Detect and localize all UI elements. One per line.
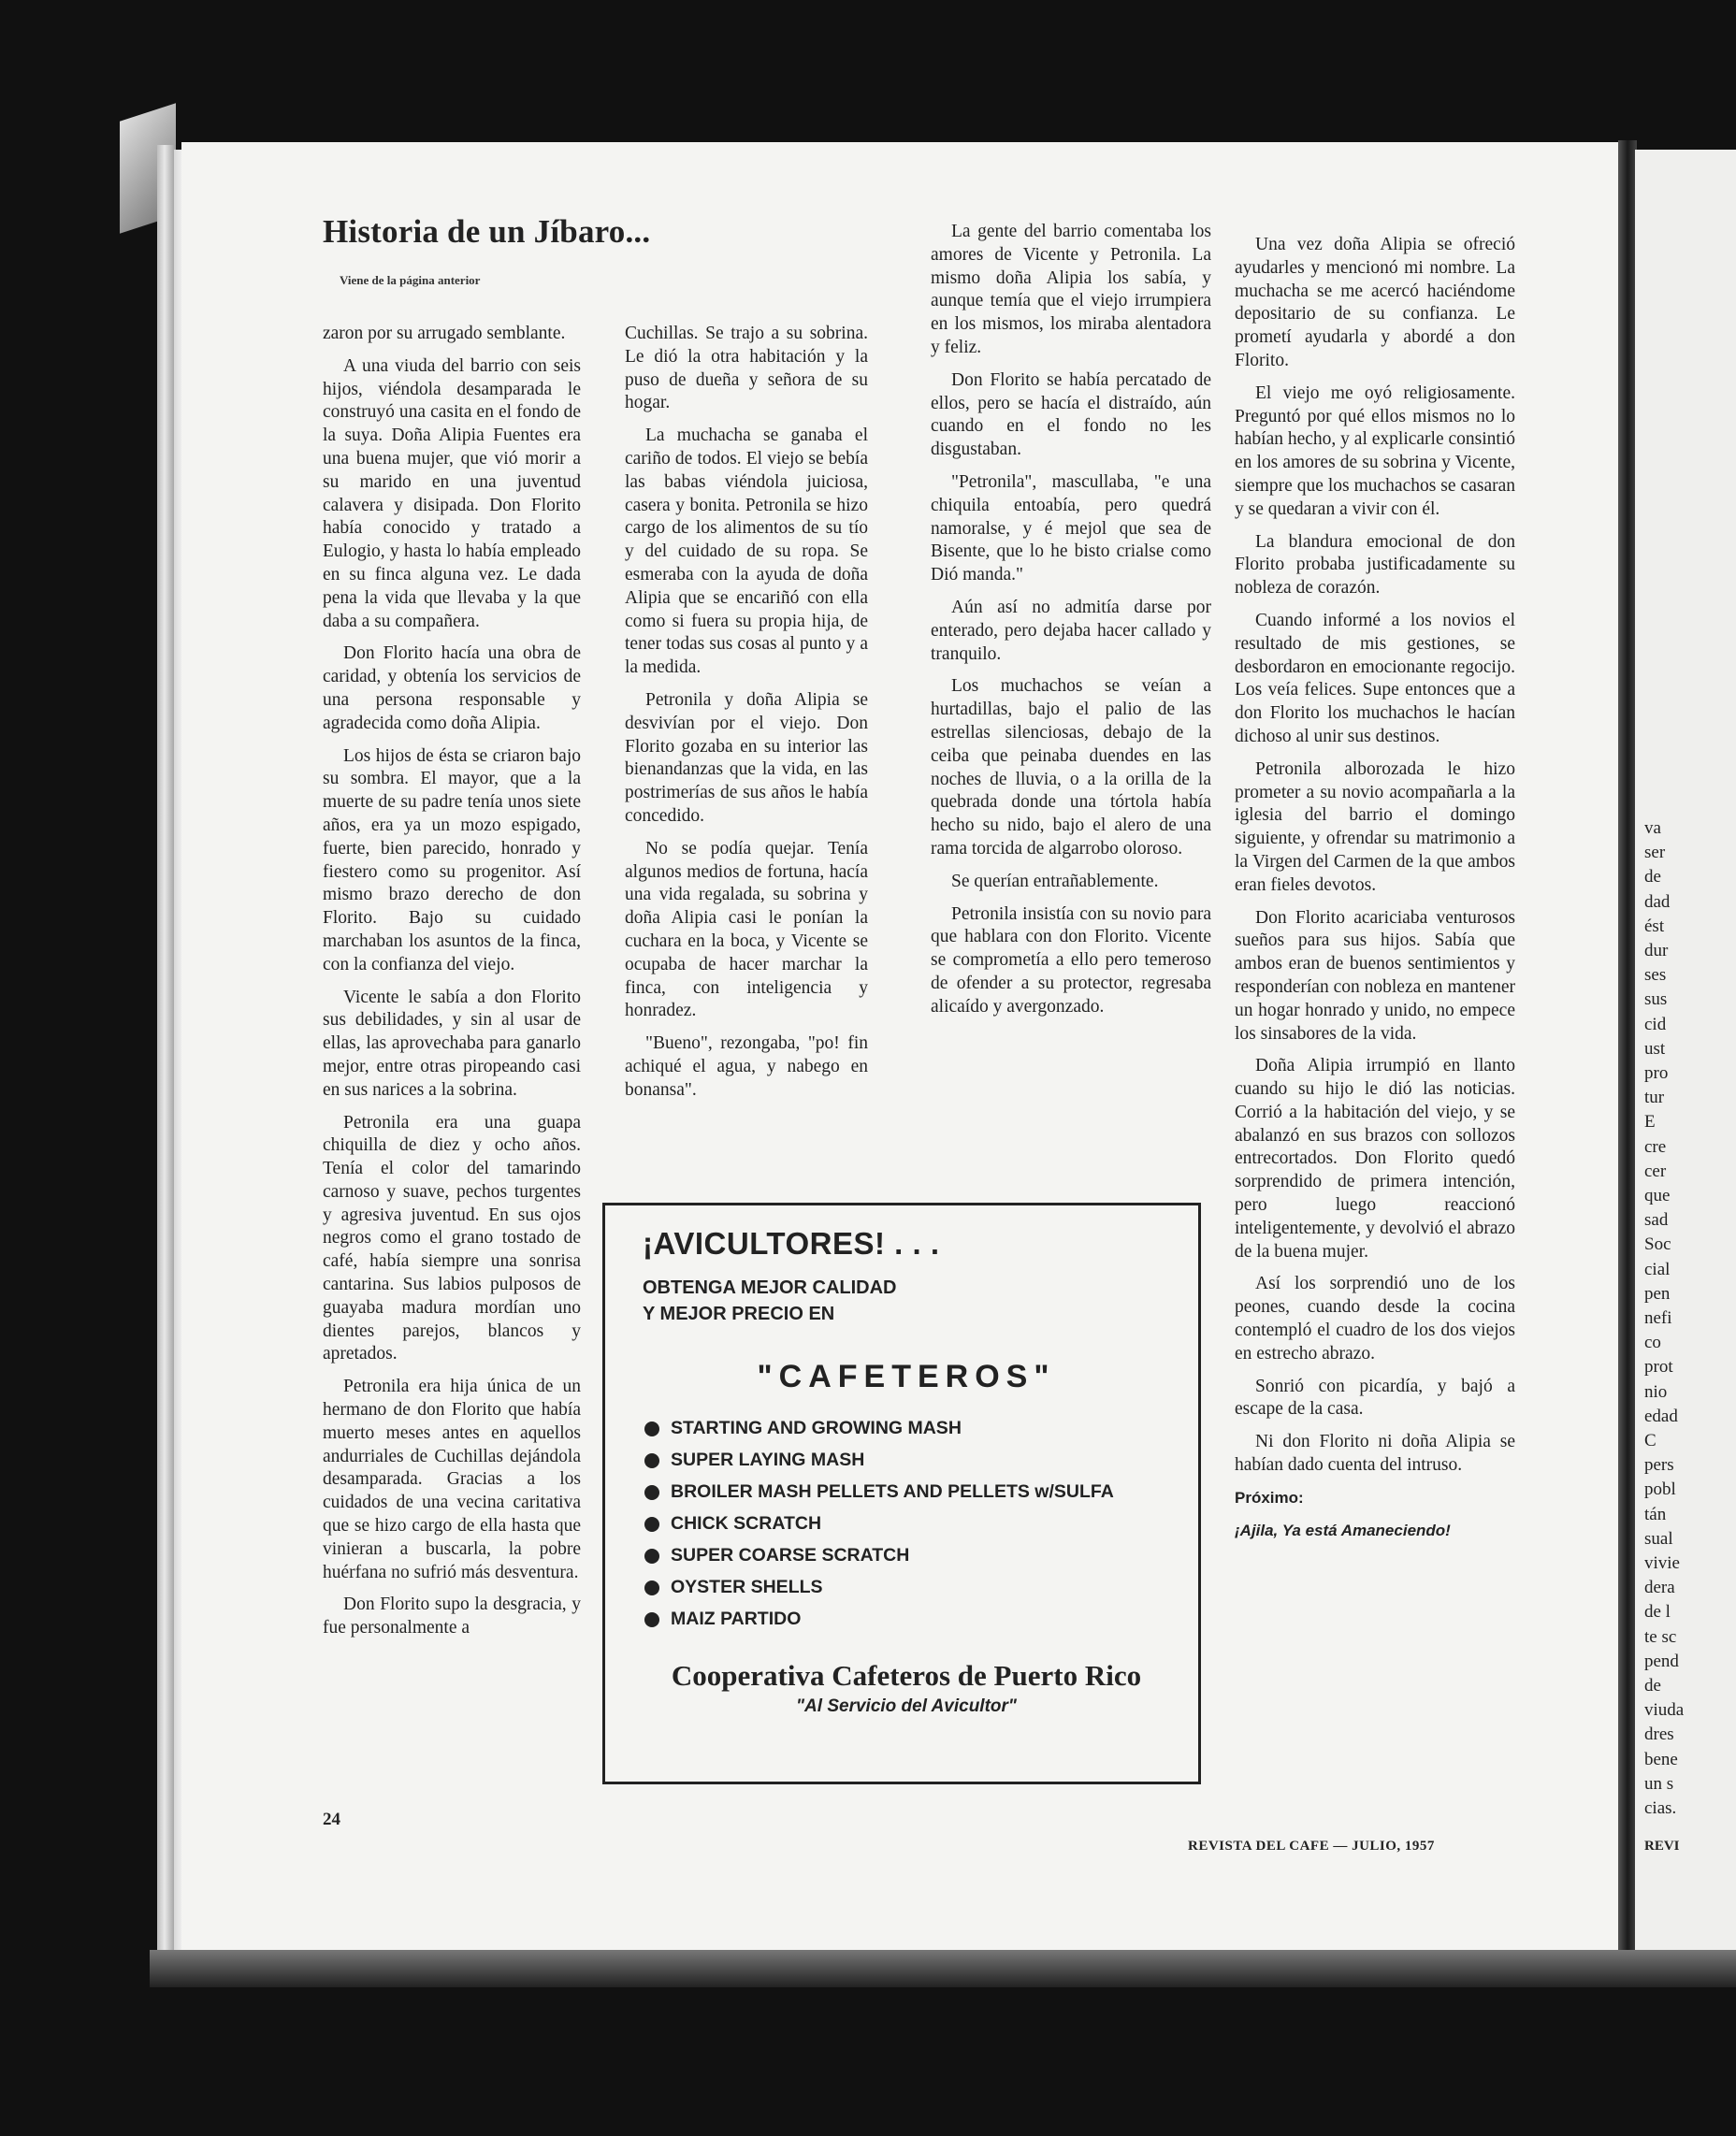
adjacent-page-text-fragment: pro [1644,1063,1669,1083]
page-edge-stack [157,145,176,1950]
adjacent-page-text-fragment: ses [1644,965,1667,986]
paragraph: A una viuda del barrio con seis hijos, viéndola desamparada le construyó una casita en el fondo de la suya. Doña Alipia Fuentes era una buena mujer, que vió morir a su marido en una juventud calavera y disipada. Don Florito había conocido y tratado a Eulogio, y hasta lo había empleado en su finca alguna vez. Le dada pena la vida que llevaba y la que daba a su compañera. [323,355,581,631]
adjacent-page-text-fragment: que [1644,1186,1671,1205]
advertisement-box [602,1203,1201,1784]
adjacent-page [1635,150,1736,1955]
adjacent-page-text-fragment: de [1644,867,1661,888]
ad-subline [643,1275,1170,1327]
ad-subline-1: OBTENGA MEJOR CALIDAD [643,1277,897,1298]
text-column-4 [1235,234,1515,1551]
adjacent-page-text-fragment: dera [1644,1578,1675,1598]
paragraph: Don Florito supo la desgracia, y fue personalmente a [323,1595,581,1638]
adjacent-page-text-fragment: Soc [1644,1234,1671,1255]
adjacent-page-text-fragment: nefi [1644,1308,1672,1328]
paragraph: Doña Alipia irrumpió en llanto cuando su hijo le dió las noticias. Corrió a la habitación del viejo, y se abalanzó en sus brazos con sollozos entrecortados. Don Florito quedó sorprendido de primera intención, pero luego reaccionó inteligentemente, y devolvió el abrazo de la buena mujer. [1235,1056,1515,1262]
adjacent-page-footer: REVI [1644,1839,1680,1854]
paragraph: Se querían entrañablemente. [951,871,1159,891]
adjacent-page-text-fragment: ust [1644,1038,1666,1059]
paragraph: Don Florito acariciaba venturosos sueños para sus hijos. Sabía que ambos eran de buenos sentimientos y responderían con nobleza en mantener un hogar honrado y unido, no empece los sinsabores de la vida. [1235,907,1515,1044]
adjacent-page-text-fragment: viuda [1644,1700,1685,1721]
paragraph: Ni don Florito ni doña Alipia se habían dado cuenta del intruso. [1235,1432,1515,1476]
adjacent-page-text-fragment: cer [1644,1161,1667,1181]
ad-slogan: "Al Servicio del Avicultor" [796,1696,1017,1716]
ad-headline: ¡AVICULTORES! . . . [643,1226,940,1261]
paragraph: Vicente le sabía a don Florito sus debilidades, y sin al usar de ellas, las aprovechaba para ganarlo mejor, entre otras piropeando casi en sus narices a la sobrina. [323,987,581,1100]
ad-subline-2: Y MEJOR PRECIO EN [643,1304,835,1324]
ad-product-item: MAIZ PARTIDO [643,1607,1170,1631]
adjacent-page-text-fragment: C [1644,1431,1656,1450]
paragraph: Petronila insistía con su novio para que hablara con don Florito. Vicente se comprometía a ello pero temeroso de ofender a su protector, regresaba alicaído y avergonzado. [931,903,1211,1017]
adjacent-page-text-fragment: pen [1644,1283,1671,1304]
ad-product-item: SUPER LAYING MASH [643,1448,1170,1472]
adjacent-page-text-fragment: un s [1644,1773,1674,1794]
text-column-2 [625,323,868,1112]
magazine-footer: REVISTA DEL CAFE — JULIO, 1957 [1188,1839,1435,1854]
adjacent-page-text-fragment: cid [1644,1014,1667,1034]
adjacent-page-text-fragment: edad [1644,1406,1678,1426]
adjacent-page-text-fragment: cias. [1644,1798,1677,1818]
scan-background-bottom [150,1950,1736,1987]
adjacent-page-text-fragment: de [1644,1676,1661,1696]
adjacent-page-text-fragment: ser [1644,843,1666,863]
adjacent-page-text-fragment: sus [1644,989,1668,1010]
adjacent-page-text-fragment: sual [1644,1528,1673,1549]
ad-product-item: SUPER COARSE SCRATCH [643,1543,1170,1567]
paragraph: "Bueno", rezongaba, "po! fin achiqué el agua, y nabego en bonansa". [625,1033,868,1100]
paragraph: Cuando informé a los novios el resultado de mis gestiones, se desbordaron en emocionante regocijo. Los veía felices. Supe entonces que a don Florito los muchachos le hacían dichoso al unir sus destinos. [1235,610,1515,746]
adjacent-page-text-fragment: cre [1644,1136,1667,1157]
paragraph: La blandura emocional de don Florito probaba justificadamente su nobleza de corazón. [1235,531,1515,599]
adjacent-page-text-fragment: te sc [1644,1626,1677,1647]
paragraph: Don Florito hacía una obra de caridad, y obtenía los servicios de una persona responsable y agradecida como doña Alipia. [323,643,581,733]
ad-product-item: CHICK SCRATCH [643,1511,1170,1536]
paragraph: Petronila alborozada le hizo prometer a su novio acompañarla a la iglesia del barrio el domingo siguiente, y ofrendar su matrimonio a la Virgen del Carmen de la que ambos eran fieles devotos. [1235,758,1515,895]
adjacent-page-text-fragment: de l [1644,1602,1671,1623]
paragraph: Don Florito se había percatado de ellos, pero se hacía el distraído, aún cuando en el fondo no les disgustaban. [931,369,1211,460]
text-column-1 [323,323,581,1650]
adjacent-page-text-fragment: prot [1644,1357,1673,1378]
ad-brand: "CAFETEROS" [757,1359,1056,1394]
adjacent-page-text-fragment: dad [1644,891,1671,912]
ad-product-item: STARTING AND GROWING MASH [643,1416,1170,1440]
binding-gutter [1618,140,1637,1955]
ad-product-item: OYSTER SHELLS [643,1575,1170,1599]
paragraph: Petronila era una guapa chiquilla de diez y ocho años. Tenía el color del tamarindo carnoso y suave, pechos turgentes y agresiva juventud. En sus ojos negros como el grano tostado de café, había siempre una sonrisa cantarina. Sus labios pulposos de guayaba madura mordían uno dientes parejos, blancos y apretados. [323,1112,581,1364]
paragraph: "Petronila", mascullaba, "e una chiquila entoabía, pero quedrá namoralse, y é mejol que sea de Bisente, que lo he bisto crialse como Dió manda." [931,471,1211,585]
adjacent-page-text-fragment: E [1644,1112,1656,1133]
adjacent-page-text-fragment: vivie [1644,1553,1680,1573]
paragraph: Los muchachos se veían a hurtadillas, bajo el palio de las estrellas silenciosas, debajo de la ceiba que peinaba duendes en las noches de lluvia, o a la orilla de la quebrada donde una tórtola había hecho su nido, bajo el alero de una rama torcida de algarrobo oloroso. [931,676,1211,859]
article-title: Historia de un Jíbaro... [323,213,651,250]
adjacent-page-text-fragment: dur [1644,941,1669,960]
paragraph: Cuchillas. Se trajo a su sobrina. Le dió la otra habitación y la puso de dueña y señora de su hogar. [625,324,868,413]
adjacent-page-text-fragment: pend [1644,1651,1679,1671]
next-article-title: ¡Ajila, Ya está Amaneciendo! [1235,1521,1451,1539]
paragraph: Petronila y doña Alipia se desvivían por el viejo. Don Florito gozaba en su interior las bienandanzas que la vida, en las postrimerías de sus años le había concedido. [625,689,868,826]
paragraph: Sonrió con picardía, y bajó a escape de la casa. [1235,1376,1515,1420]
paragraph: Petronila era hija única de un hermano de don Florito que había muerto meses antes en aquellos andurriales de Cuchillas dejándola desamparada. Gracias a los cuidados de una vecina caritativa que se hizo cargo de ella hasta que vinieran a buscarla, la pobre huérfana no sufrió más desventura. [323,1377,581,1582]
ad-product-item: BROILER MASH PELLETS AND PELLETS w/SULFA [643,1479,1170,1504]
paragraph: Una vez doña Alipia se ofreció ayudarles y mencionó mi nombre. La muchacha se me acercó haciéndome depositario de su confianza. Le prometí ayudarla y abordé a don Florito. [1235,235,1515,370]
adjacent-page-text-fragment: cial [1644,1259,1671,1279]
adjacent-page-text-fragment: tur [1644,1088,1665,1108]
paragraph: Así los sorprendió uno de los peones, cuando desde la cocina contempló el cuadro de los dos viejos en estrecho abrazo. [1235,1274,1515,1364]
text-column-3 [931,221,1211,1029]
adjacent-page-text-fragment: sad [1644,1210,1669,1231]
page-number: 24 [323,1810,340,1829]
ad-cooperative-name: Cooperativa Cafeteros de Puerto Rico [671,1659,1142,1692]
adjacent-page-text-fragment: pers [1644,1455,1674,1476]
adjacent-page-text-fragment: bene [1644,1749,1678,1769]
adjacent-page-text-fragment: va [1644,818,1661,838]
paragraph: El viejo me oyó religiosamente. Preguntó por qué ellos mismos no lo habían hecho, y al explicarle consintió en los amores de su sobrina y Vicente, siempre que los muchachos se casaran y se quedaran a vivir con él. [1235,382,1515,519]
paragraph: Aún así no admitía darse por enterado, pero dejaba hacer callado y tranquilo. [931,597,1211,664]
paragraph: La muchacha se ganaba el cariño de todos. El viejo se bebía las babas viéndola juiciosa, casera y bonita. Petronila se hizo cargo de los alimentos de su tío y del cuidado de su ropa. Se esmeraba con la ayuda de doña Alipia que se encariñó con ella como si fuera su propia hija, de tener todas sus cosas al punto y a la medida. [625,426,868,678]
adjacent-page-text-fragment: co [1644,1333,1661,1353]
article-continuation-note: Viene de la página anterior [340,273,481,287]
paragraph: No se podía quejar. Tenía algunos medios de fortuna, hacía una vida regalada, su sobrina y doña Alipia casi le ponían la cuchara en la boca, y Vicente se ocupaba de hacer marchar la finca, con inteligencia y honradez. [625,838,868,1021]
adjacent-page-text-fragment: nio [1644,1381,1668,1402]
ad-product-list [643,1416,1170,1631]
adjacent-page-text-fragment: ést [1644,916,1665,936]
adjacent-page-text-fragment: tán [1644,1504,1667,1524]
paragraph: Los hijos de ésta se criaron bajo su sombra. El mayor, que a la muerte de su padre tenía unos siete años, era ya un mozo espigado, fuerte, bien parecido, honrado y fiestero como su progenitor. Así mismo brazo derecho de don Florito. Bajo su cuidado marchaban los asuntos de la finca, con la confianza del viejo. [323,745,581,974]
next-label: Próximo: [1235,1488,1304,1507]
adjacent-page-text-fragment: dres [1644,1725,1674,1745]
adjacent-page-text-fragment: pobl [1644,1479,1676,1500]
paragraph: zaron por su arrugado semblante. [323,324,566,343]
paragraph: La gente del barrio comentaba los amores de Vicente y Petronila. La mismo doña Alipia los sabía, y aunque temía que el viejo irrumpiera en los mismos, los miraba alentadora y feliz. [931,222,1211,357]
